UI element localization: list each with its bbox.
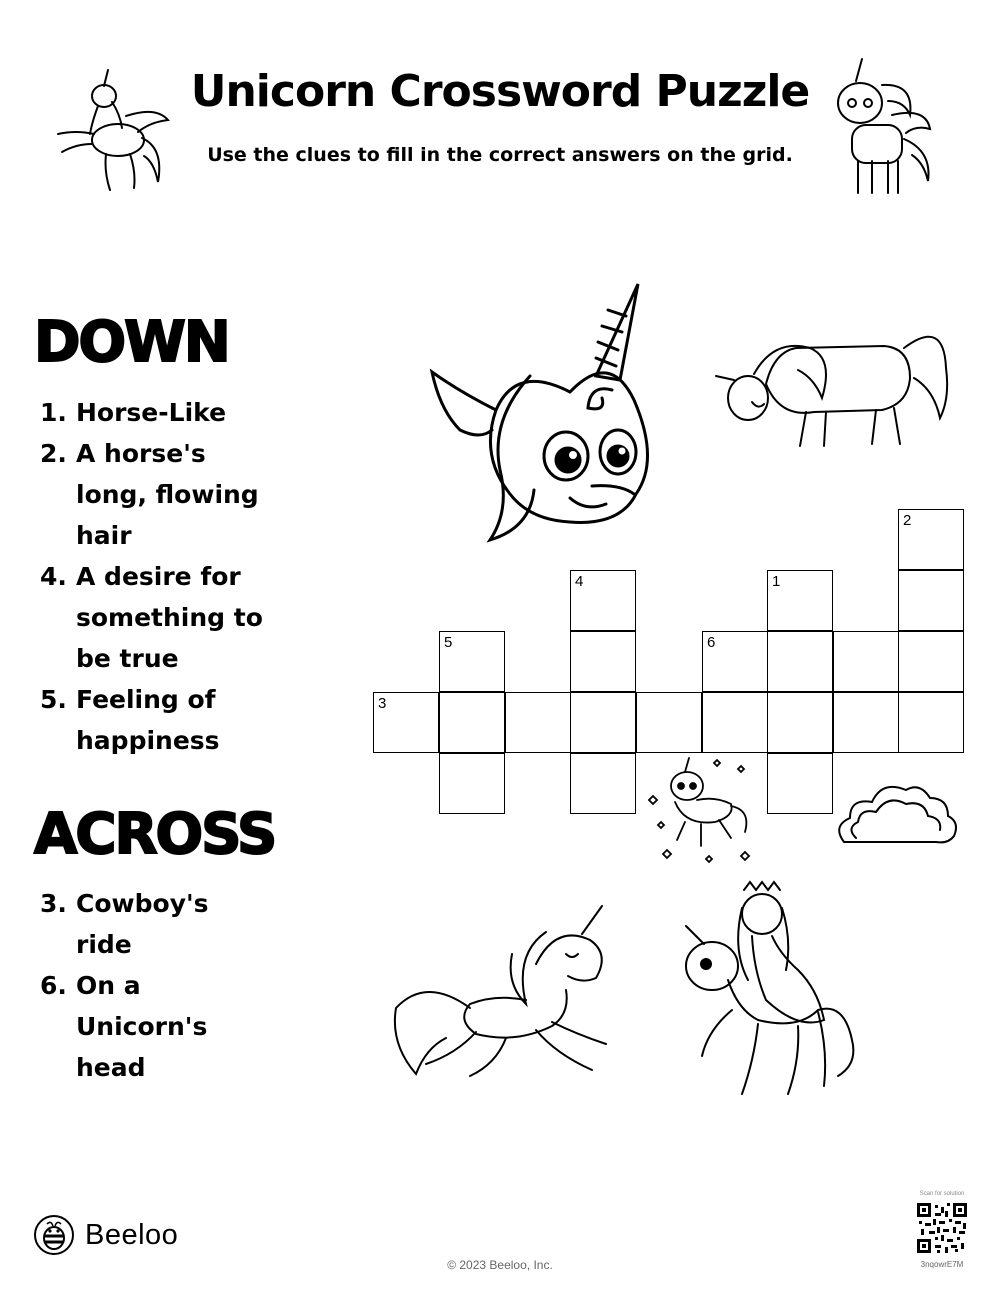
unicorn-head-illustration — [420, 280, 660, 560]
bee-icon — [33, 1214, 75, 1256]
clue-text: A desire for something to be true — [76, 562, 263, 673]
down-clue — [40, 556, 340, 679]
crossword-cell[interactable] — [570, 631, 636, 692]
cell-number: 4 — [575, 573, 584, 590]
crossword-cell[interactable] — [439, 631, 505, 692]
down-clue-list — [40, 392, 340, 761]
down-heading: DOWN — [34, 310, 229, 375]
qr-label: Scan for solution — [919, 1191, 965, 1197]
clue-text: On a Unicorn's head — [76, 971, 208, 1082]
clue-number: 2. — [40, 439, 67, 468]
crossword-cell[interactable] — [570, 692, 636, 753]
cell-number: 6 — [707, 634, 716, 651]
princess-unicorn-illustration — [668, 880, 864, 1106]
across-clue — [40, 883, 340, 965]
cell-number: 5 — [444, 634, 453, 651]
clue-number: 5. — [40, 685, 67, 714]
cell-number: 2 — [903, 512, 912, 529]
crossword-cell[interactable] — [439, 692, 505, 753]
grazing-unicorn-illustration — [714, 318, 954, 450]
down-clue — [40, 679, 340, 761]
crossword-cell[interactable] — [833, 692, 899, 753]
clue-text: Horse-Like — [76, 398, 227, 427]
clue-number: 4. — [40, 562, 67, 591]
crossword-cell[interactable] — [702, 631, 768, 692]
crossword-cell[interactable] — [570, 753, 636, 814]
crossword-cell[interactable] — [702, 692, 768, 753]
crossword-cell[interactable] — [833, 631, 899, 692]
crossword-cell[interactable] — [505, 692, 571, 753]
clue-number: 3. — [40, 889, 67, 918]
crossword-cell[interactable] — [570, 570, 636, 631]
page-subtitle: Use the clues to fill in the correct answers on the grid. — [207, 144, 793, 166]
beeloo-logo[interactable] — [33, 1214, 178, 1256]
clue-text: A horse's long, flowing hair — [76, 439, 259, 550]
crossword-cell[interactable] — [898, 509, 964, 570]
cell-number: 1 — [772, 573, 781, 590]
clue-text: Feeling of happiness — [76, 685, 220, 755]
clue-number: 6. — [40, 971, 67, 1000]
page-title: Unicorn Crossword Puzzle — [190, 66, 810, 117]
down-clue — [40, 433, 340, 556]
clue-number: 1. — [40, 398, 67, 427]
brand-name: Beeloo — [85, 1218, 179, 1251]
across-heading: ACROSS — [34, 802, 276, 867]
cell-number: 3 — [378, 695, 387, 712]
cloud-illustration — [836, 776, 962, 852]
sparkle-unicorn-illustration — [645, 756, 760, 868]
crossword-cell[interactable] — [373, 692, 439, 753]
rearing-unicorn-illustration — [46, 62, 176, 197]
across-clue-list — [40, 883, 340, 1088]
standing-unicorn-illustration — [832, 55, 942, 200]
crossword-cell[interactable] — [767, 753, 833, 814]
copyright-text: © 2023 Beeloo, Inc. — [447, 1258, 553, 1272]
crossword-cell[interactable] — [898, 692, 964, 753]
crossword-cell[interactable] — [439, 753, 505, 814]
clue-text: Cowboy's ride — [76, 889, 209, 959]
qr-code-icon[interactable] — [917, 1203, 967, 1253]
crossword-cell[interactable] — [636, 692, 702, 753]
qr-code-text: 3nqowrE7M — [920, 1260, 964, 1269]
across-clue — [40, 965, 340, 1088]
crossword-cell[interactable] — [898, 570, 964, 631]
down-clue — [40, 392, 340, 433]
crossword-cell[interactable] — [767, 631, 833, 692]
crossword-cell[interactable] — [767, 570, 833, 631]
running-unicorn-illustration — [386, 904, 622, 1090]
crossword-cell[interactable] — [767, 692, 833, 753]
crossword-cell[interactable] — [898, 631, 964, 692]
